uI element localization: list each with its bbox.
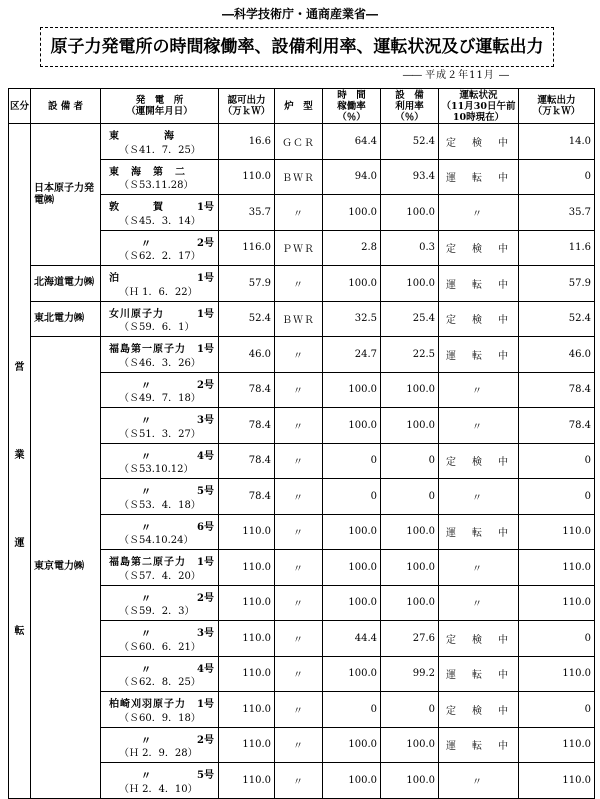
plant-cell bbox=[101, 692, 219, 728]
util-rate-cell: 100.0 bbox=[381, 550, 439, 586]
start-date: （Ｓ59．2．3） bbox=[119, 606, 195, 617]
plant-name: 〃 bbox=[141, 664, 151, 676]
capacity-cell: 35.7 bbox=[219, 195, 275, 231]
plant-name: 女川原子力 bbox=[109, 308, 164, 320]
plant-cell bbox=[101, 337, 219, 373]
status-cell: 〃 bbox=[439, 195, 519, 231]
plant-name: 〃 bbox=[141, 735, 151, 747]
reactor-type-cell: 〃 bbox=[275, 692, 323, 728]
capacity-cell: 110.0 bbox=[219, 763, 275, 799]
util-rate-cell: 100.0 bbox=[381, 408, 439, 444]
capacity-cell: 78.4 bbox=[219, 372, 275, 408]
plant-cell bbox=[101, 301, 219, 337]
time-rate-cell: 100.0 bbox=[323, 550, 381, 586]
reactor-type-cell: 〃 bbox=[275, 266, 323, 302]
time-rate-cell: 0 bbox=[323, 443, 381, 479]
time-rate-cell: 64.4 bbox=[323, 124, 381, 160]
util-rate-cell: 0.3 bbox=[381, 230, 439, 266]
col-capacity: 認可出力 （万ｋＷ） bbox=[219, 89, 275, 124]
plant-cell bbox=[101, 585, 219, 621]
unit-number: 1号 bbox=[197, 699, 214, 710]
capacity-cell: 57.9 bbox=[219, 266, 275, 302]
start-date: （Ｓ62．8．25） bbox=[119, 677, 201, 688]
output-cell: 0 bbox=[519, 621, 595, 657]
reactor-type-cell: 〃 bbox=[275, 514, 323, 550]
status-cell: 運 転 中 bbox=[439, 266, 519, 302]
capacity-cell: 116.0 bbox=[219, 230, 275, 266]
capacity-cell: 110.0 bbox=[219, 585, 275, 621]
start-date: （Ｓ60．9．18） bbox=[119, 712, 201, 724]
col-output: 運転出力 （万ｋＷ） bbox=[519, 89, 595, 124]
start-date: （Ｈ 2．9．28） bbox=[119, 748, 198, 759]
plant-name: 〃 bbox=[141, 629, 151, 640]
time-rate-cell: 100.0 bbox=[323, 195, 381, 231]
util-rate-cell: 100.0 bbox=[381, 585, 439, 621]
output-cell: 57.9 bbox=[519, 266, 595, 302]
output-cell: 11.6 bbox=[519, 230, 595, 266]
unit-number: 5号 bbox=[197, 486, 214, 497]
unit-number: 6号 bbox=[197, 521, 214, 533]
util-rate-cell: 100.0 bbox=[381, 372, 439, 408]
col-owner: 設 備 者 bbox=[31, 89, 101, 124]
reactor-type-cell: 〃 bbox=[275, 443, 323, 479]
util-rate-cell: 100.0 bbox=[381, 266, 439, 302]
util-rate-cell: 0 bbox=[381, 692, 439, 728]
unit-number: 2号 bbox=[197, 592, 214, 604]
reactor-type-cell: 〃 bbox=[275, 656, 323, 692]
status-cell: 定 検 中 bbox=[439, 621, 519, 657]
plant-cell bbox=[101, 195, 219, 231]
reactor-type-cell: 〃 bbox=[275, 585, 323, 621]
reactor-type-cell: 〃 bbox=[275, 763, 323, 799]
status-cell: 運 転 中 bbox=[439, 727, 519, 763]
unit-number: 2号 bbox=[197, 237, 214, 249]
start-date: （Ｓ53．4．18） bbox=[119, 499, 201, 511]
capacity-cell: 78.4 bbox=[219, 443, 275, 479]
start-date: （Ｓ57．4．20） bbox=[119, 570, 201, 582]
plant-cell bbox=[101, 408, 219, 444]
capacity-cell: 46.0 bbox=[219, 337, 275, 373]
reactor-type-cell: 〃 bbox=[275, 337, 323, 373]
reactor-type-cell: ＧＣＲ bbox=[275, 124, 323, 160]
reactor-type-cell: 〃 bbox=[275, 195, 323, 231]
status-cell: 〃 bbox=[439, 372, 519, 408]
owner-cell: 東京電力㈱ bbox=[31, 337, 101, 799]
capacity-cell: 110.0 bbox=[219, 621, 275, 657]
output-cell: 52.4 bbox=[519, 301, 595, 337]
time-rate-cell: 100.0 bbox=[323, 408, 381, 444]
output-cell: 110.0 bbox=[519, 585, 595, 621]
reactor-type-cell: 〃 bbox=[275, 408, 323, 444]
plant-cell bbox=[101, 656, 219, 692]
plant-name: 柏崎刈羽原子力 bbox=[109, 699, 186, 710]
status-cell: 運 転 中 bbox=[439, 656, 519, 692]
capacity-cell: 110.0 bbox=[219, 692, 275, 728]
unit-number: 2号 bbox=[197, 379, 214, 391]
unit-number: 5号 bbox=[197, 770, 214, 781]
output-cell: 110.0 bbox=[519, 550, 595, 586]
plant-name: 東 海 bbox=[109, 131, 175, 142]
unit-number: 1号 bbox=[197, 557, 214, 568]
time-rate-cell: 100.0 bbox=[323, 266, 381, 302]
plant-cell bbox=[101, 514, 219, 550]
col-reactor: 炉 型 bbox=[275, 89, 323, 124]
plant-name: 泊 bbox=[109, 273, 120, 284]
col-status: 運転状況 （11月30日午前10時現在） bbox=[439, 89, 519, 124]
output-cell: 110.0 bbox=[519, 763, 595, 799]
status-cell: 定 検 中 bbox=[439, 124, 519, 160]
unit-number: 4号 bbox=[197, 450, 214, 462]
unit-number: 4号 bbox=[197, 663, 214, 675]
unit-number: 2号 bbox=[197, 734, 214, 746]
plant-name: 〃 bbox=[141, 487, 151, 498]
status-cell: 定 検 中 bbox=[439, 692, 519, 728]
time-rate-cell: 44.4 bbox=[323, 621, 381, 657]
util-rate-cell: 100.0 bbox=[381, 195, 439, 231]
util-rate-cell: 100.0 bbox=[381, 763, 439, 799]
start-date: （Ｓ45．3．14） bbox=[119, 215, 201, 227]
plant-name: 〃 bbox=[141, 416, 151, 427]
time-rate-cell: 32.5 bbox=[323, 301, 381, 337]
plant-name: 福島第一原子力 bbox=[109, 344, 186, 355]
plant-cell bbox=[101, 621, 219, 657]
plant-cell bbox=[101, 159, 219, 195]
status-cell: 〃 bbox=[439, 585, 519, 621]
unit-number: 1号 bbox=[197, 202, 214, 213]
util-rate-cell: 100.0 bbox=[381, 514, 439, 550]
status-cell: 〃 bbox=[439, 763, 519, 799]
time-rate-cell: 100.0 bbox=[323, 514, 381, 550]
util-rate-cell: 0 bbox=[381, 479, 439, 515]
col-kubun: 区分 bbox=[9, 89, 31, 124]
page-title: 原子力発電所の時間稼働率、設備利用率、運転状況及び運転出力 bbox=[40, 27, 554, 67]
util-rate-cell: 100.0 bbox=[381, 727, 439, 763]
time-rate-cell: 100.0 bbox=[323, 763, 381, 799]
util-rate-cell: 27.6 bbox=[381, 621, 439, 657]
table-row bbox=[9, 124, 595, 160]
capacity-cell: 110.0 bbox=[219, 514, 275, 550]
capacity-cell: 78.4 bbox=[219, 479, 275, 515]
plant-status-table bbox=[8, 88, 595, 799]
plant-name: 〃 bbox=[141, 451, 151, 463]
status-cell: 定 検 中 bbox=[439, 230, 519, 266]
plant-cell bbox=[101, 727, 219, 763]
report-date: ―― 平成２年11月 ― bbox=[402, 70, 508, 81]
plant-cell bbox=[101, 443, 219, 479]
plant-name: 〃 bbox=[141, 593, 151, 605]
col-plant: 発 電 所 （運開年月日） bbox=[101, 89, 219, 124]
reactor-type-cell: 〃 bbox=[275, 621, 323, 657]
plant-cell bbox=[101, 372, 219, 408]
table-row bbox=[9, 266, 595, 302]
util-rate-cell: 52.4 bbox=[381, 124, 439, 160]
unit-number: 1号 bbox=[197, 273, 214, 284]
status-cell: 定 検 中 bbox=[439, 443, 519, 479]
output-cell: 110.0 bbox=[519, 514, 595, 550]
status-cell: 〃 bbox=[439, 408, 519, 444]
capacity-cell: 52.4 bbox=[219, 301, 275, 337]
capacity-cell: 110.0 bbox=[219, 159, 275, 195]
output-cell: 110.0 bbox=[519, 727, 595, 763]
capacity-cell: 16.6 bbox=[219, 124, 275, 160]
start-date: （Ｈ 2．4．10） bbox=[119, 783, 198, 795]
category-label: 営 業 運 転 bbox=[9, 124, 31, 799]
reactor-type-cell: ＢＷＲ bbox=[275, 159, 323, 195]
col-util-rate: 設 備 利用率 （％） bbox=[381, 89, 439, 124]
time-rate-cell: 2.8 bbox=[323, 230, 381, 266]
start-date: （Ｈ 1．6．22） bbox=[119, 286, 198, 298]
capacity-cell: 110.0 bbox=[219, 656, 275, 692]
capacity-cell: 110.0 bbox=[219, 550, 275, 586]
plant-name: 〃 bbox=[141, 238, 151, 250]
util-rate-cell: 93.4 bbox=[381, 159, 439, 195]
time-rate-cell: 100.0 bbox=[323, 656, 381, 692]
plant-cell bbox=[101, 479, 219, 515]
time-rate-cell: 100.0 bbox=[323, 585, 381, 621]
time-rate-cell: 94.0 bbox=[323, 159, 381, 195]
reactor-type-cell: 〃 bbox=[275, 372, 323, 408]
plant-cell bbox=[101, 230, 219, 266]
unit-number: 3号 bbox=[197, 628, 214, 639]
plant-name: 〃 bbox=[141, 771, 151, 782]
owner-cell: 東北電力㈱ bbox=[31, 301, 101, 337]
table-row bbox=[9, 301, 595, 337]
start-date: （Ｓ46．3．26） bbox=[119, 357, 201, 369]
reactor-type-cell: 〃 bbox=[275, 479, 323, 515]
plant-cell bbox=[101, 266, 219, 302]
unit-number: 3号 bbox=[197, 415, 214, 426]
status-cell: 運 転 中 bbox=[439, 514, 519, 550]
owner-cell: 北海道電力㈱ bbox=[31, 266, 101, 302]
plant-name: 東 海 第 二 bbox=[109, 166, 186, 178]
time-rate-cell: 100.0 bbox=[323, 372, 381, 408]
util-rate-cell: 25.4 bbox=[381, 301, 439, 337]
plant-name: 福島第二原子力 bbox=[109, 557, 186, 568]
start-date: （Ｓ49．7．18） bbox=[119, 393, 201, 404]
start-date: （Ｓ60．6．21） bbox=[119, 641, 201, 653]
plant-cell bbox=[101, 124, 219, 160]
plant-name: 〃 bbox=[141, 522, 151, 534]
reactor-type-cell: 〃 bbox=[275, 727, 323, 763]
plant-name: 敦 賀 bbox=[109, 202, 164, 213]
reactor-type-cell: ＰＷＲ bbox=[275, 230, 323, 266]
unit-number: 1号 bbox=[197, 344, 214, 355]
status-cell: 〃 bbox=[439, 550, 519, 586]
output-cell: 0 bbox=[519, 479, 595, 515]
output-cell: 0 bbox=[519, 443, 595, 479]
util-rate-cell: 0 bbox=[381, 443, 439, 479]
time-rate-cell: 24.7 bbox=[323, 337, 381, 373]
output-cell: 46.0 bbox=[519, 337, 595, 373]
start-date: （Ｓ54.10.24） bbox=[119, 535, 194, 546]
plant-name: 〃 bbox=[141, 380, 151, 392]
output-cell: 0 bbox=[519, 159, 595, 195]
output-cell: 35.7 bbox=[519, 195, 595, 231]
output-cell: 78.4 bbox=[519, 372, 595, 408]
start-date: （Ｓ62．2．17） bbox=[119, 251, 201, 262]
status-cell: 定 検 中 bbox=[439, 301, 519, 337]
start-date: （Ｓ51．3．27） bbox=[119, 428, 201, 440]
capacity-cell: 110.0 bbox=[219, 727, 275, 763]
output-cell: 14.0 bbox=[519, 124, 595, 160]
status-cell: 〃 bbox=[439, 479, 519, 515]
status-cell: 運 転 中 bbox=[439, 337, 519, 373]
start-date: （Ｓ41．7．25） bbox=[119, 144, 201, 156]
output-cell: 110.0 bbox=[519, 656, 595, 692]
reactor-type-cell: ＢＷＲ bbox=[275, 301, 323, 337]
time-rate-cell: 0 bbox=[323, 479, 381, 515]
owner-cell: 日本原子力発電㈱ bbox=[31, 124, 101, 266]
start-date: （Ｓ53.10.12） bbox=[119, 464, 194, 475]
start-date: （Ｓ59．6．1） bbox=[119, 322, 195, 333]
capacity-cell: 78.4 bbox=[219, 408, 275, 444]
col-time-rate: 時 間 稼働率 （％） bbox=[323, 89, 381, 124]
reactor-type-cell: 〃 bbox=[275, 550, 323, 586]
header-row bbox=[9, 89, 595, 124]
output-cell: 0 bbox=[519, 692, 595, 728]
plant-cell bbox=[101, 550, 219, 586]
time-rate-cell: 0 bbox=[323, 692, 381, 728]
output-cell: 78.4 bbox=[519, 408, 595, 444]
util-rate-cell: 22.5 bbox=[381, 337, 439, 373]
unit-number: 1号 bbox=[197, 308, 214, 320]
time-rate-cell: 100.0 bbox=[323, 727, 381, 763]
start-date: （Ｓ53.11.28） bbox=[119, 180, 194, 191]
status-cell: 運 転 中 bbox=[439, 159, 519, 195]
util-rate-cell: 99.2 bbox=[381, 656, 439, 692]
ministry-header: ―科学技術庁・通商産業省― bbox=[221, 7, 378, 21]
table-row bbox=[9, 337, 595, 373]
